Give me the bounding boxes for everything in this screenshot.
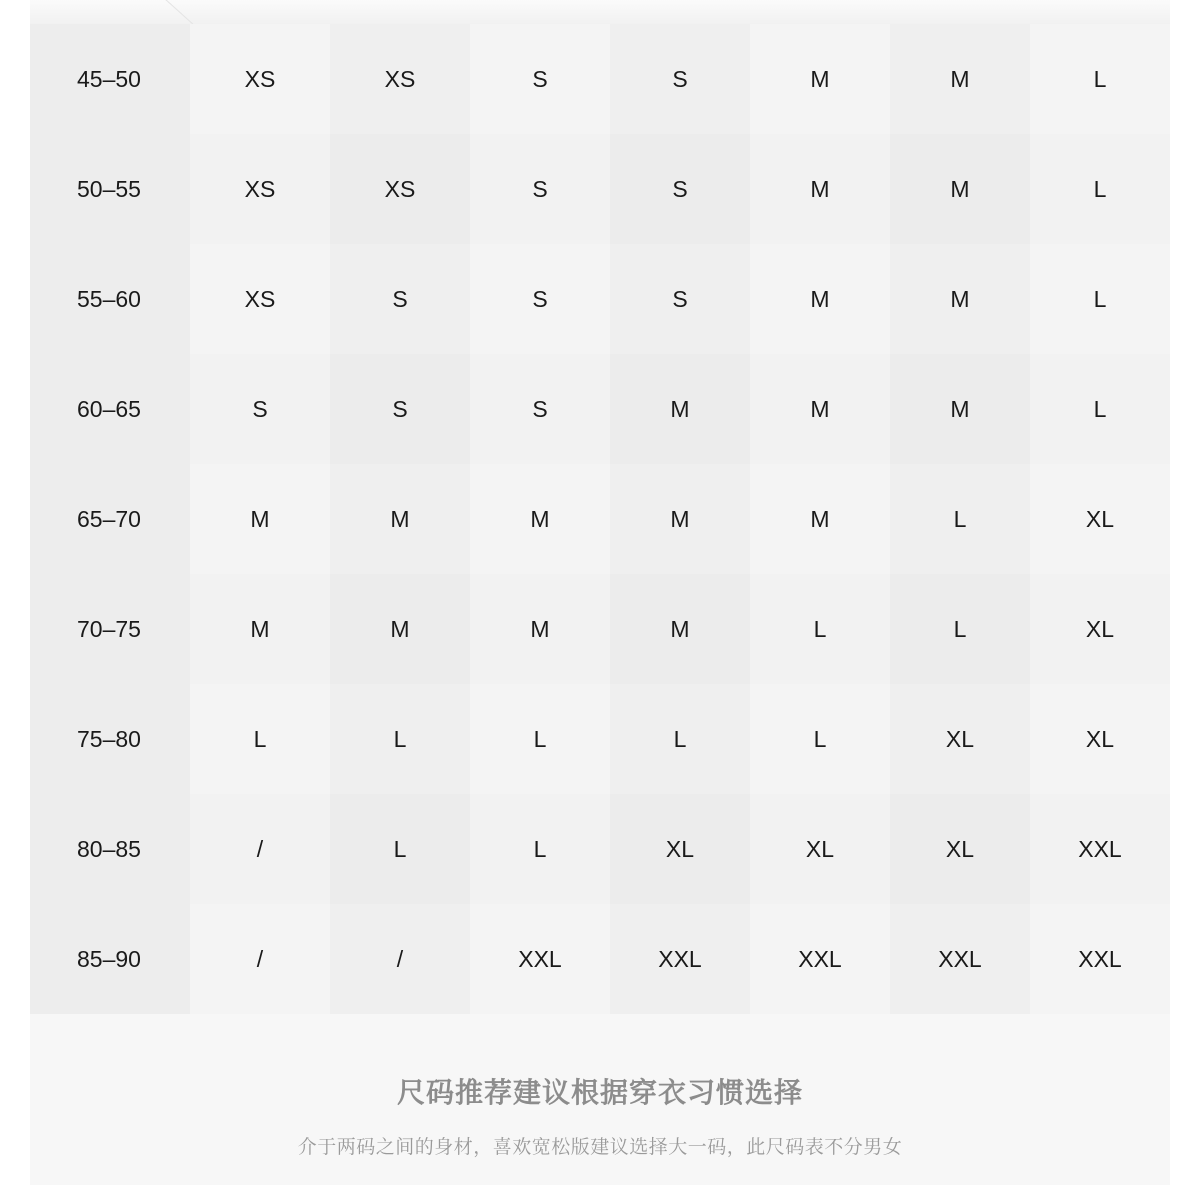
size-cell: XS bbox=[330, 134, 470, 244]
size-cell: XL bbox=[1030, 464, 1170, 574]
size-cell: S bbox=[330, 354, 470, 464]
size-cell: XXL bbox=[1030, 794, 1170, 904]
size-cell: M bbox=[890, 134, 1030, 244]
size-cell: M bbox=[190, 464, 330, 574]
size-cell: XXL bbox=[890, 904, 1030, 1014]
size-cell: L bbox=[750, 684, 890, 794]
size-cell: / bbox=[190, 794, 330, 904]
size-cell: M bbox=[750, 134, 890, 244]
size-cell: L bbox=[890, 464, 1030, 574]
size-cell: XS bbox=[190, 134, 330, 244]
size-cell: L bbox=[330, 684, 470, 794]
size-cell: L bbox=[470, 684, 610, 794]
size-cell: M bbox=[330, 464, 470, 574]
size-cell: L bbox=[470, 794, 610, 904]
size-cell: XS bbox=[190, 24, 330, 134]
weight-range-cell: 55–60 bbox=[30, 244, 190, 354]
table-row bbox=[30, 794, 1170, 904]
size-cell: L bbox=[190, 684, 330, 794]
size-cell: S bbox=[470, 134, 610, 244]
size-cell: XL bbox=[1030, 574, 1170, 684]
size-cell: XL bbox=[610, 794, 750, 904]
size-cell: M bbox=[330, 574, 470, 684]
size-cell: L bbox=[1030, 24, 1170, 134]
size-cell: L bbox=[1030, 134, 1170, 244]
size-cell: S bbox=[190, 354, 330, 464]
size-cell: XXL bbox=[1030, 904, 1170, 1014]
size-cell: M bbox=[890, 354, 1030, 464]
table-row bbox=[30, 244, 1170, 354]
size-cell: S bbox=[330, 244, 470, 354]
size-cell: XL bbox=[890, 684, 1030, 794]
table-row bbox=[30, 134, 1170, 244]
size-cell: L bbox=[890, 574, 1030, 684]
header-diagonal-divider bbox=[157, 0, 193, 25]
size-cell: S bbox=[470, 244, 610, 354]
size-cell: / bbox=[330, 904, 470, 1014]
size-cell: XS bbox=[330, 24, 470, 134]
weight-range-cell: 70–75 bbox=[30, 574, 190, 684]
size-cell: M bbox=[890, 24, 1030, 134]
recommendation-title: 尺码推荐建议根据穿衣习惯选择 bbox=[396, 1077, 803, 1108]
size-cell: M bbox=[750, 354, 890, 464]
weight-range-cell: 60–65 bbox=[30, 354, 190, 464]
weight-range-cell: 50–55 bbox=[30, 134, 190, 244]
weight-range-cell: 65–70 bbox=[30, 464, 190, 574]
size-cell: L bbox=[1030, 244, 1170, 354]
size-chart-sheet bbox=[30, 0, 1170, 1185]
table-row bbox=[30, 354, 1170, 464]
size-cell: M bbox=[470, 574, 610, 684]
size-cell: XL bbox=[1030, 684, 1170, 794]
size-cell: M bbox=[190, 574, 330, 684]
table-row bbox=[30, 574, 1170, 684]
size-cell: S bbox=[470, 24, 610, 134]
size-cell: M bbox=[610, 574, 750, 684]
size-cell: M bbox=[890, 244, 1030, 354]
size-cell: M bbox=[750, 244, 890, 354]
size-cell: L bbox=[1030, 354, 1170, 464]
weight-range-cell: 75–80 bbox=[30, 684, 190, 794]
table-header-strip bbox=[30, 0, 1170, 24]
size-cell: / bbox=[190, 904, 330, 1014]
size-cell: L bbox=[610, 684, 750, 794]
table-row bbox=[30, 684, 1170, 794]
size-cell: S bbox=[610, 244, 750, 354]
size-cell: XXL bbox=[750, 904, 890, 1014]
weight-range-cell: 45–50 bbox=[30, 24, 190, 134]
size-cell: M bbox=[470, 464, 610, 574]
size-cell: XL bbox=[890, 794, 1030, 904]
recommendation-note: 介于两码之间的身材，喜欢宽松版建议选择大一码，此尺码表不分男女 bbox=[297, 1137, 903, 1158]
size-cell: M bbox=[750, 24, 890, 134]
size-table bbox=[30, 24, 1170, 1014]
size-cell: S bbox=[610, 134, 750, 244]
table-row bbox=[30, 464, 1170, 574]
weight-range-cell: 80–85 bbox=[30, 794, 190, 904]
size-cell: XS bbox=[190, 244, 330, 354]
table-row bbox=[30, 24, 1170, 134]
size-cell: L bbox=[330, 794, 470, 904]
table-row bbox=[30, 904, 1170, 1014]
size-cell: XL bbox=[750, 794, 890, 904]
size-cell: M bbox=[610, 354, 750, 464]
size-cell: S bbox=[470, 354, 610, 464]
size-cell: L bbox=[750, 574, 890, 684]
size-cell: M bbox=[750, 464, 890, 574]
size-cell: XXL bbox=[610, 904, 750, 1014]
weight-range-cell: 85–90 bbox=[30, 904, 190, 1014]
size-chart-footer bbox=[30, 1014, 1170, 1185]
size-cell: M bbox=[610, 464, 750, 574]
size-cell: S bbox=[610, 24, 750, 134]
size-cell: XXL bbox=[470, 904, 610, 1014]
